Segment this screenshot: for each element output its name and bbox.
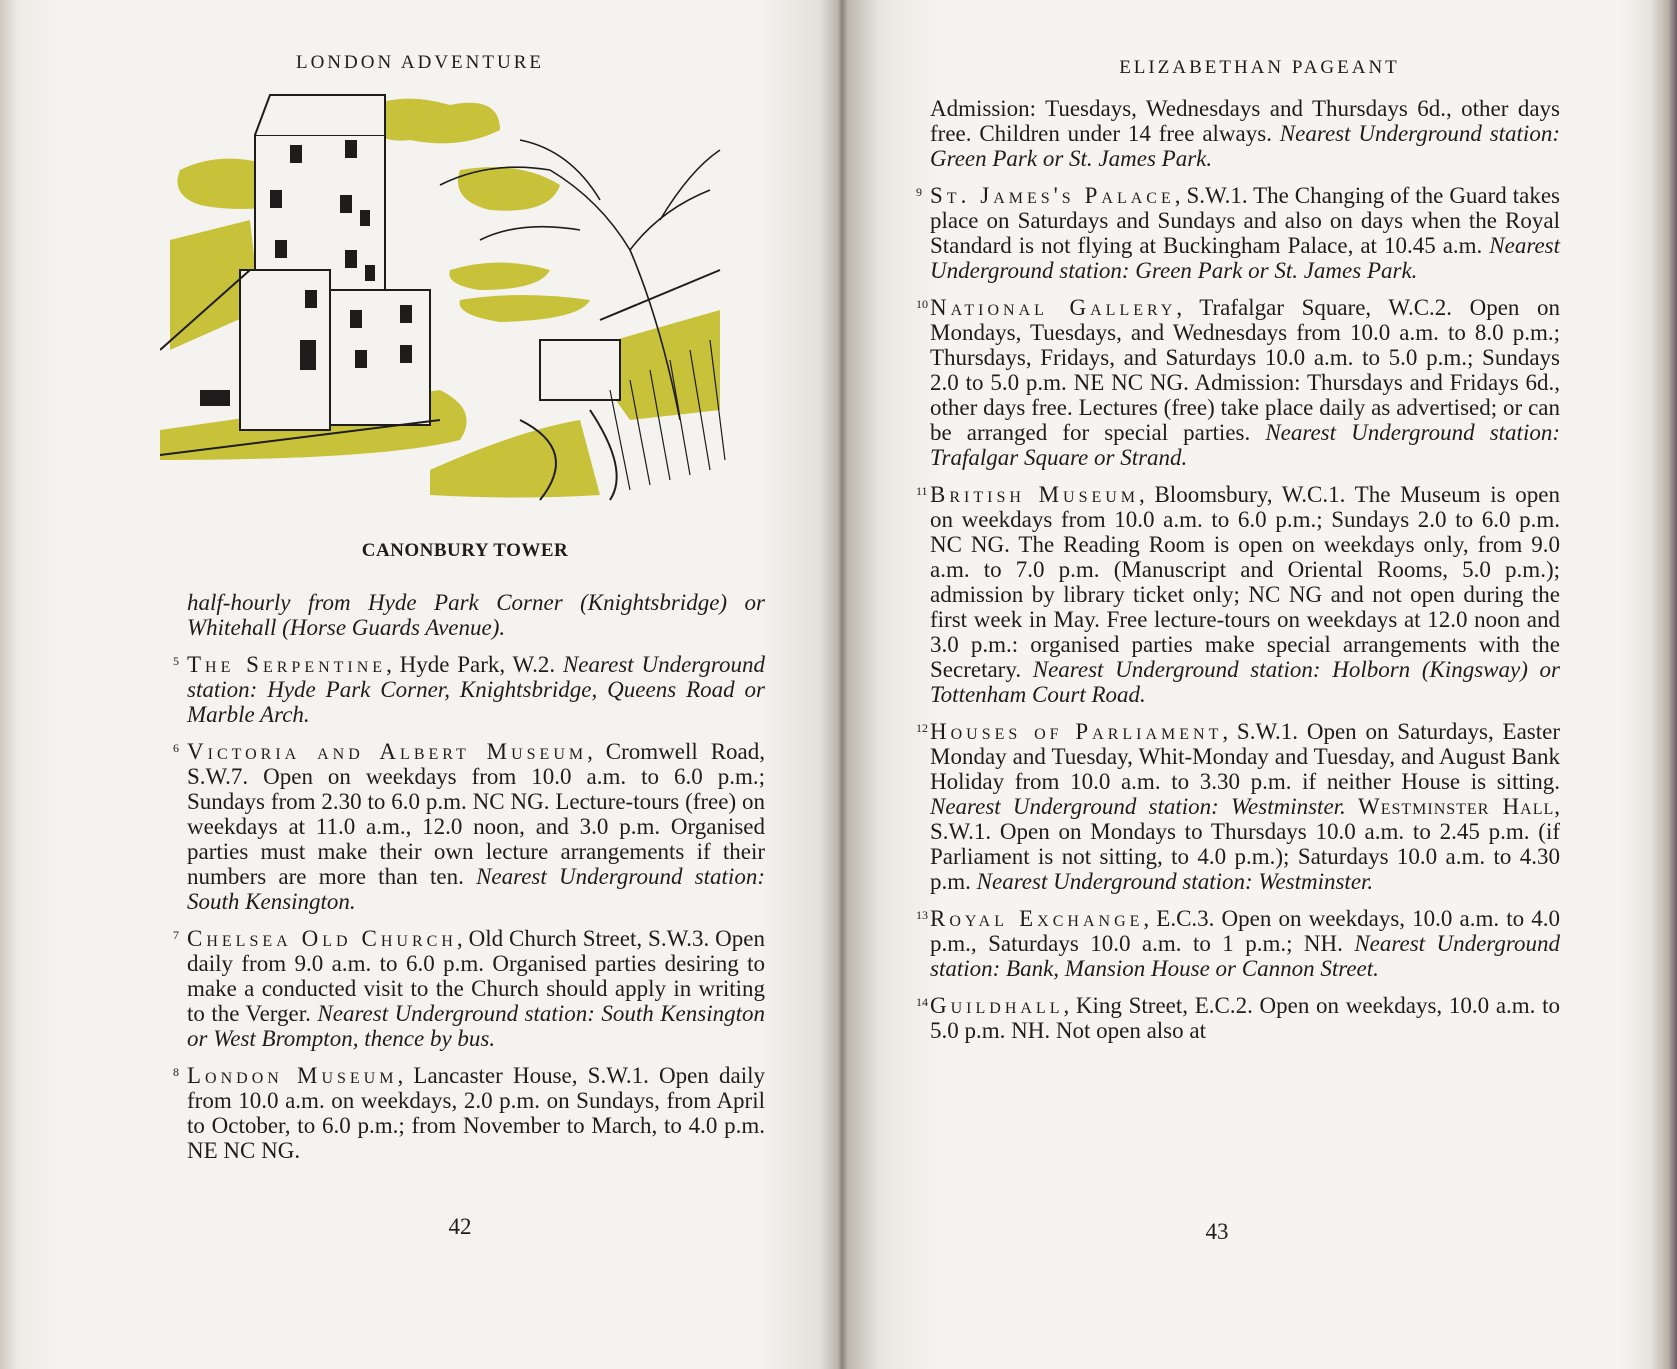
entry-number: 9: [916, 185, 922, 199]
entry: [916, 482, 1560, 707]
entry-body: , King Street, E.C.2. Open on weekdays, 10.0 a.m. to 5.0 p.m. NH. Not open also at: [930, 993, 1560, 1043]
page-number: 42: [448, 1214, 472, 1239]
entry-name: Royal Exchange: [930, 906, 1144, 931]
left-text-column: [173, 590, 765, 1175]
entry: [916, 295, 1560, 470]
entry-name: Guildhall: [930, 993, 1064, 1018]
entry-number: 11: [916, 484, 928, 498]
entry-number: 7: [173, 928, 179, 942]
entry-number: 12: [916, 721, 928, 735]
right-page: [842, 0, 1677, 1369]
entry-underground: Nearest Underground station: Holborn (Kingsway) or Tottenham Court Road.: [930, 657, 1560, 707]
entry-body: , S.W.1. Open on Saturdays, Easter Monday and Tuesday, Whit-Monday and Tuesday, and August Bank Holiday from 10.0 a.m. to 3.30 p.m. if neither House is sitting.: [930, 719, 1560, 794]
entry-name: Houses of Parliament: [930, 719, 1223, 744]
illustration-caption: CANONBURY TOWER: [361, 540, 569, 561]
entry-name: Chelsea Old Church: [187, 926, 457, 951]
entry-underground: Nearest Underground station: South Kensington or West Brompton, thence by bus.: [187, 1001, 765, 1051]
entry: [916, 719, 1560, 894]
right-text-column: [916, 96, 1560, 1055]
entry-extra-underground: Nearest Underground station: Westminster.: [976, 869, 1374, 894]
continuation-text: Admission: Tuesdays, Wednesdays and Thursdays 6d., other days free. Children under 14 free always.: [930, 96, 1560, 146]
entry-name: The Serpentine: [187, 652, 387, 677]
canonbury-tower-illustration: [160, 90, 770, 540]
entry-body: , Trafalgar Square, W.C.2. Open on Mondays, Tuesdays, and Wednesdays from 10.0 a.m. to 8.0 p.m.; Thursdays, Fridays, and Saturdays 10.0 a.m. to 5.0 p.m.; Sundays 2.0 to 5.0 p.m. NE NC NG. Admission: Thursdays and Fridays 6d., other days free. Lectures (free) take place daily as advertised; or can be arranged for special parties.: [930, 295, 1560, 445]
entry-extra-name: Westminster Hall: [1357, 794, 1555, 819]
continuation-italic: half-hourly from Hyde Park Corner (Knightsbridge) or Whitehall (Horse Guards Avenue).: [187, 590, 765, 640]
entry-name: St. James's Palace: [930, 183, 1175, 208]
continuation-paragraph: [187, 590, 765, 640]
entry-underground: Nearest Underground station: Westminster.: [930, 794, 1346, 819]
entry: [916, 993, 1560, 1043]
entry-underground: Nearest Underground station: Hyde Park Corner, Knightsbridge, Queens Road or Marble Arch.: [187, 652, 765, 727]
entry-number: 6: [173, 741, 179, 755]
entry: [916, 183, 1560, 283]
entry-name: National Gallery: [930, 295, 1177, 320]
continuation-italic: Nearest Underground station: Green Park or St. James Park.: [930, 121, 1560, 171]
entry-number: 8: [173, 1065, 179, 1079]
page-number: 43: [1205, 1219, 1229, 1244]
entry-number: 10: [916, 297, 928, 311]
entry-body: , Old Church Street, S.W.3. Open daily from 9.0 a.m. to 6.0 p.m. Organised parties desiring to make a conducted visit to the Church should apply in writing to the Verger.: [187, 926, 765, 1026]
continuation-paragraph: [930, 96, 1560, 171]
running-head: LONDON ADVENTURE: [295, 52, 544, 73]
entry-extra-body: , S.W.1. Open on Mondays to Thursdays 10.0 a.m. to 2.45 p.m. (if Parliament is not sitting, to 4.0 p.m.); Saturdays 10.0 a.m. to 4.30 p.m.: [930, 794, 1560, 894]
entry-body: , E.C.3. Open on weekdays, 10.0 a.m. to 4.0 p.m., Saturdays 10.0 a.m. to 1 p.m.; NH.: [930, 906, 1560, 956]
entry-body: , S.W.1. The Changing of the Guard takes place on Saturdays and Sundays and also on days when the Royal Standard is not flying at Buckingham Palace, at 10.45 a.m.: [930, 183, 1560, 258]
entry-body: , Cromwell Road, S.W.7. Open on weekdays from 10.0 a.m. to 6.0 p.m.; Sundays from 2.30 to 6.0 p.m. NC NG. Lecture-tours (free) on weekdays at 11.0 a.m., 12.0 noon, and 3.0 p.m. Organised parties must make their own lecture arrangements if their numbers are more than ten.: [187, 739, 765, 889]
entry-body: , Lancaster House, S.W.1. Open daily from 10.0 a.m. on weekdays, 2.0 p.m. on Sundays, from April to October, to 6.0 p.m.; from November to March, to 4.0 p.m. NE NC NG.: [187, 1063, 765, 1163]
entry: [916, 906, 1560, 981]
entry-body: , Bloomsbury, W.C.1. The Museum is open on weekdays from 10.0 a.m. to 6.0 p.m.; Sundays 2.0 to 6.0 p.m. NC NG. The Reading Room is open on weekdays only, from 9.0 a.m. to 7.0 p.m. (Manuscript and Oriental Rooms, 5.0 p.m.); admission by library ticket only; NC NG and not open during the first week in May. Free lecture-tours on weekdays at 12.0 noon and 3.0 p.m.: organised parties make special arrangements with the Secretary.: [930, 482, 1560, 682]
entry-name: London Museum: [187, 1063, 398, 1088]
entry: [173, 652, 765, 727]
entry-number: 14: [916, 995, 928, 1009]
entry-name: British Museum: [930, 482, 1140, 507]
running-head: ELIZABETHAN PAGEANT: [1119, 57, 1400, 78]
entry-name: Victoria and Albert Museum: [187, 739, 588, 764]
entry-number: 13: [916, 908, 928, 922]
entry-body: , Hyde Park, W.2.: [386, 652, 563, 677]
entry-underground: Nearest Underground station: South Kensington.: [187, 864, 765, 914]
entry: [173, 1063, 765, 1163]
entry: [173, 926, 765, 1051]
entry-number: 5: [173, 654, 179, 668]
entry-underground: Nearest Underground station: Bank, Mansion House or Cannon Street.: [930, 931, 1560, 981]
entry-underground: Nearest Underground station: Trafalgar Square or Strand.: [930, 420, 1560, 470]
entry-underground: Nearest Underground station: Green Park or St. James Park.: [930, 233, 1560, 283]
entry: [173, 739, 765, 914]
